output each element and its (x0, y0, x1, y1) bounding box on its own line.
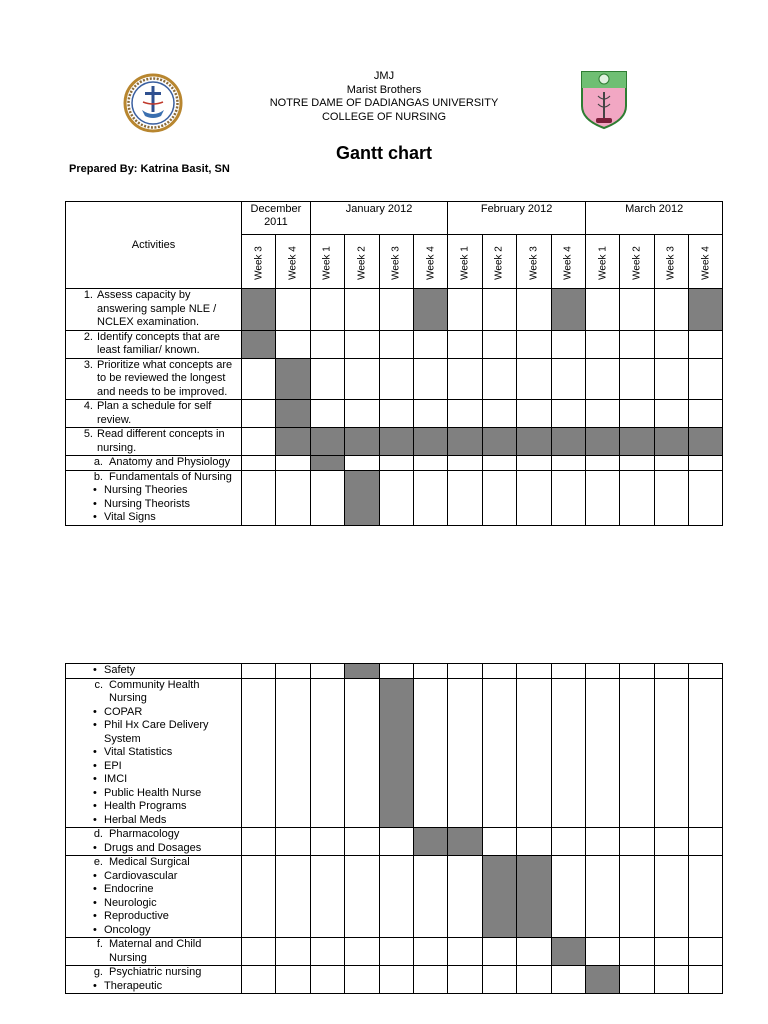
gantt-empty-cell (379, 289, 413, 331)
gantt-empty-cell (276, 470, 310, 525)
gantt-empty-cell (689, 456, 723, 471)
gantt-bar-cell (551, 938, 585, 966)
gantt-empty-cell (413, 470, 447, 525)
gantt-empty-cell (654, 456, 688, 471)
gantt-bar-cell (585, 966, 619, 994)
table-row (66, 938, 723, 966)
activity-label: Pharmacology (109, 828, 180, 840)
document-header (0, 70, 768, 124)
gantt-empty-cell (585, 938, 619, 966)
week-header: Week 3 (242, 235, 276, 289)
gantt-empty-cell (482, 828, 516, 856)
gantt-empty-cell (551, 678, 585, 828)
gantt-empty-cell (310, 966, 344, 994)
table-row (66, 664, 723, 679)
gantt-empty-cell (448, 330, 482, 358)
gantt-empty-cell (654, 856, 688, 938)
gantt-empty-cell (654, 330, 688, 358)
gantt-bar-cell (551, 289, 585, 331)
gantt-bar-cell (242, 289, 276, 331)
gantt-empty-cell (620, 856, 654, 938)
gantt-empty-cell (482, 400, 516, 428)
gantt-empty-cell (242, 470, 276, 525)
month-header: March 2012 (585, 202, 723, 235)
activity-bullet: • Vital Statistics (69, 746, 239, 760)
activity-bullet: • Nursing Theorists (69, 498, 239, 512)
gantt-empty-cell (551, 330, 585, 358)
gantt-table (65, 201, 723, 526)
activity-bullet: • Vital Signs (69, 511, 239, 525)
gantt-empty-cell (345, 330, 379, 358)
gantt-empty-cell (620, 358, 654, 400)
gantt-empty-cell (310, 330, 344, 358)
gantt-bar-cell (448, 428, 482, 456)
gantt-bar-cell (689, 289, 723, 331)
gantt-empty-cell (585, 358, 619, 400)
gantt-empty-cell (689, 938, 723, 966)
table-row (66, 428, 723, 456)
gantt-empty-cell (345, 289, 379, 331)
activity-cell: a. Anatomy and Physiology (66, 456, 242, 471)
activity-cell: 3. Prioritize what concepts are to be reviewed the longest and needs to be improved. (66, 358, 242, 400)
gantt-empty-cell (482, 938, 516, 966)
week-header: Week 1 (310, 235, 344, 289)
gantt-empty-cell (379, 400, 413, 428)
table-row (66, 966, 723, 994)
gantt-bar-cell (482, 428, 516, 456)
gantt-empty-cell (242, 828, 276, 856)
page-title: Gantt chart (335, 143, 432, 163)
gantt-empty-cell (345, 938, 379, 966)
gantt-bar-cell (379, 678, 413, 828)
gantt-empty-cell (448, 938, 482, 966)
gantt-empty-cell (551, 358, 585, 400)
gantt-empty-cell (689, 828, 723, 856)
gantt-empty-cell (654, 938, 688, 966)
activity-label: Anatomy and Physiology (109, 456, 231, 468)
gantt-empty-cell (448, 456, 482, 471)
gantt-empty-cell (689, 400, 723, 428)
gantt-empty-cell (276, 330, 310, 358)
gantt-empty-cell (310, 664, 344, 679)
gantt-empty-cell (620, 330, 654, 358)
gantt-empty-cell (585, 330, 619, 358)
activity-bullet: • COPAR (69, 706, 239, 720)
gantt-empty-cell (585, 828, 619, 856)
gantt-empty-cell (310, 856, 344, 938)
gantt-empty-cell (276, 938, 310, 966)
gantt-empty-cell (654, 470, 688, 525)
activity-bullet: • Therapeutic (69, 980, 239, 994)
activity-label: Maternal and Child Nursing (109, 938, 202, 964)
gantt-empty-cell (585, 664, 619, 679)
gantt-bar-cell (517, 428, 551, 456)
gantt-empty-cell (517, 289, 551, 331)
gantt-empty-cell (379, 456, 413, 471)
gantt-table-continued (65, 663, 723, 994)
activity-cell: d. Pharmacology • Drugs and Dosages (66, 828, 242, 856)
activity-cell: g. Psychiatric nursing • Therapeutic (66, 966, 242, 994)
gantt-empty-cell (310, 400, 344, 428)
gantt-empty-cell (517, 456, 551, 471)
header-line-university: NOTRE DAME OF DADIANGAS UNIVERSITY (269, 97, 499, 109)
week-header: Week 2 (482, 235, 516, 289)
gantt-empty-cell (689, 358, 723, 400)
week-header: Week 4 (551, 235, 585, 289)
gantt-empty-cell (689, 678, 723, 828)
gantt-empty-cell (276, 856, 310, 938)
activity-label: Read different concepts in nursing. (97, 428, 225, 454)
table-row (66, 470, 723, 525)
header-line-college: COLLEGE OF NURSING (321, 110, 447, 123)
activity-cell: e. Medical Surgical • Cardiovascular • Endocrine • Neurologic • Reproductive • Oncology (66, 856, 242, 938)
table-row (66, 400, 723, 428)
gantt-empty-cell (448, 664, 482, 679)
table-row (66, 456, 723, 471)
header-line-jmj: JMJ (373, 70, 395, 82)
activities-header: Activities (66, 202, 242, 289)
gantt-empty-cell (242, 428, 276, 456)
gantt-empty-cell (276, 966, 310, 994)
gantt-empty-cell (448, 470, 482, 525)
gantt-empty-cell (551, 856, 585, 938)
gantt-empty-cell (345, 456, 379, 471)
gantt-bar-cell (482, 856, 516, 938)
table-row (66, 289, 723, 331)
gantt-empty-cell (689, 330, 723, 358)
gantt-empty-cell (654, 358, 688, 400)
gantt-empty-cell (379, 828, 413, 856)
week-header: Week 3 (517, 235, 551, 289)
activity-label: Psychiatric nursing (109, 966, 202, 978)
gantt-empty-cell (620, 289, 654, 331)
activity-bullet: • Public Health Nurse (69, 787, 239, 801)
gantt-bar-cell (413, 828, 447, 856)
gantt-empty-cell (413, 456, 447, 471)
gantt-empty-cell (620, 678, 654, 828)
activity-bullet: • IMCI (69, 773, 239, 787)
activity-cell: 5. Read different concepts in nursing. (66, 428, 242, 456)
gantt-bar-cell (654, 428, 688, 456)
gantt-empty-cell (482, 289, 516, 331)
activity-cell: 1. Assess capacity by answering sample NLE / NCLEX examination. (66, 289, 242, 331)
gantt-empty-cell (276, 678, 310, 828)
gantt-empty-cell (585, 456, 619, 471)
gantt-empty-cell (482, 664, 516, 679)
gantt-empty-cell (620, 966, 654, 994)
gantt-empty-cell (345, 856, 379, 938)
gantt-empty-cell (345, 966, 379, 994)
gantt-empty-cell (242, 664, 276, 679)
table-row (66, 828, 723, 856)
activity-bullet: • Endocrine (69, 883, 239, 897)
gantt-empty-cell (689, 470, 723, 525)
gantt-bar-cell (310, 456, 344, 471)
activity-bullet: • EPI (69, 760, 239, 774)
week-header: Week 2 (620, 235, 654, 289)
gantt-empty-cell (413, 966, 447, 994)
gantt-bar-cell (551, 428, 585, 456)
activity-bullet: • Reproductive (69, 910, 239, 924)
activity-label: Plan a schedule for self review. (97, 400, 212, 426)
gantt-empty-cell (689, 856, 723, 938)
activity-cell: 4. Plan a schedule for self review. (66, 400, 242, 428)
gantt-empty-cell (379, 966, 413, 994)
gantt-empty-cell (413, 664, 447, 679)
gantt-empty-cell (413, 678, 447, 828)
gantt-bar-cell (345, 664, 379, 679)
gantt-empty-cell (482, 470, 516, 525)
gantt-empty-cell (448, 289, 482, 331)
gantt-empty-cell (517, 938, 551, 966)
gantt-empty-cell (276, 289, 310, 331)
gantt-empty-cell (448, 966, 482, 994)
gantt-empty-cell (413, 938, 447, 966)
activity-bullet: • Herbal Meds (69, 814, 239, 828)
activity-label: Assess capacity by answering sample NLE / NCLEX examination. (97, 289, 217, 328)
gantt-bar-cell (585, 428, 619, 456)
gantt-empty-cell (551, 664, 585, 679)
table-row (66, 856, 723, 938)
gantt-empty-cell (310, 289, 344, 331)
gantt-empty-cell (517, 966, 551, 994)
gantt-bar-cell (345, 470, 379, 525)
gantt-empty-cell (585, 856, 619, 938)
gantt-empty-cell (654, 289, 688, 331)
gantt-empty-cell (620, 400, 654, 428)
gantt-empty-cell (551, 456, 585, 471)
gantt-empty-cell (242, 938, 276, 966)
activity-cell: c. Community Health Nursing • COPAR • Phil Hx Care Delivery System • Vital Statistics • EPI • IMCI • Public Health Nurse • Health Programs • Herbal Meds (66, 678, 242, 828)
gantt-empty-cell (551, 470, 585, 525)
month-header: February 2012 (448, 202, 586, 235)
activity-label: Fundamentals of Nursing (109, 470, 232, 483)
gantt-empty-cell (413, 856, 447, 938)
gantt-empty-cell (276, 456, 310, 471)
week-header: Week 1 (585, 235, 619, 289)
gantt-empty-cell (482, 358, 516, 400)
gantt-empty-cell (620, 456, 654, 471)
gantt-empty-cell (379, 664, 413, 679)
activity-label: Prioritize what concepts are to be reviewed the longest and needs to be improved. (97, 358, 233, 398)
gantt-empty-cell (585, 289, 619, 331)
gantt-empty-cell (585, 678, 619, 828)
activity-cell: b. Fundamentals of Nursing • Nursing Theories • Nursing Theorists • Vital Signs (66, 470, 242, 525)
gantt-empty-cell (654, 678, 688, 828)
activity-cell: 2. Identify concepts that are least familiar/ known. (66, 330, 242, 358)
gantt-bar-cell (276, 428, 310, 456)
week-header: Week 3 (379, 235, 413, 289)
gantt-empty-cell (517, 678, 551, 828)
gantt-empty-cell (654, 400, 688, 428)
activity-bullet: • Phil Hx Care Delivery System (69, 719, 239, 746)
gantt-bar-cell (620, 428, 654, 456)
gantt-empty-cell (517, 470, 551, 525)
activity-bullet: • Neurologic (69, 897, 239, 911)
gantt-empty-cell (551, 966, 585, 994)
week-header: Week 4 (689, 235, 723, 289)
gantt-empty-cell (345, 358, 379, 400)
gantt-bar-cell (413, 289, 447, 331)
gantt-empty-cell (551, 828, 585, 856)
gantt-empty-cell (482, 330, 516, 358)
week-header: Week 1 (448, 235, 482, 289)
activity-bullet: • Oncology (69, 924, 239, 938)
gantt-empty-cell (448, 856, 482, 938)
gantt-empty-cell (379, 856, 413, 938)
gantt-empty-cell (517, 828, 551, 856)
gantt-empty-cell (345, 828, 379, 856)
activity-cell (66, 664, 242, 679)
gantt-empty-cell (517, 400, 551, 428)
gantt-empty-cell (448, 678, 482, 828)
gantt-empty-cell (345, 678, 379, 828)
gantt-empty-cell (654, 664, 688, 679)
gantt-bar-cell (242, 330, 276, 358)
university-seal-logo (123, 72, 183, 134)
header-line-marist: Marist Brothers (346, 83, 422, 96)
gantt-empty-cell (242, 456, 276, 471)
activity-label: Identify concepts that are least familiar/ known. (97, 330, 220, 356)
gantt-bar-cell (276, 358, 310, 400)
gantt-bar-cell (413, 428, 447, 456)
gantt-empty-cell (310, 828, 344, 856)
table-row (66, 330, 723, 358)
gantt-bar-cell (517, 856, 551, 938)
gantt-bar-cell (379, 428, 413, 456)
gantt-empty-cell (242, 400, 276, 428)
week-header: Week 4 (276, 235, 310, 289)
gantt-empty-cell (310, 678, 344, 828)
gantt-empty-cell (345, 400, 379, 428)
gantt-empty-cell (654, 828, 688, 856)
gantt-empty-cell (413, 358, 447, 400)
gantt-empty-cell (620, 470, 654, 525)
gantt-empty-cell (242, 966, 276, 994)
gantt-empty-cell (242, 358, 276, 400)
gantt-empty-cell (379, 470, 413, 525)
gantt-empty-cell (413, 400, 447, 428)
gantt-empty-cell (276, 664, 310, 679)
gantt-bar-cell (310, 428, 344, 456)
gantt-empty-cell (620, 828, 654, 856)
activity-bullet: • Health Programs (69, 800, 239, 814)
gantt-empty-cell (379, 330, 413, 358)
gantt-empty-cell (276, 828, 310, 856)
month-header: January 2012 (310, 202, 448, 235)
prepared-by-line: Prepared By: Katrina Basit, SN (69, 163, 230, 175)
gantt-empty-cell (242, 678, 276, 828)
gantt-empty-cell (310, 358, 344, 400)
college-of-nursing-logo (578, 68, 630, 130)
gantt-empty-cell (585, 400, 619, 428)
gantt-empty-cell (620, 938, 654, 966)
gantt-empty-cell (482, 678, 516, 828)
gantt-empty-cell (413, 330, 447, 358)
gantt-empty-cell (689, 664, 723, 679)
gantt-empty-cell (482, 456, 516, 471)
gantt-empty-cell (689, 966, 723, 994)
gantt-empty-cell (551, 400, 585, 428)
gantt-bar-cell (345, 428, 379, 456)
gantt-empty-cell (517, 330, 551, 358)
activity-label: Community Health Nursing (109, 678, 200, 704)
gantt-empty-cell (517, 664, 551, 679)
week-header: Week 4 (413, 235, 447, 289)
table-row (66, 358, 723, 400)
activity-label: Medical Surgical (109, 856, 190, 868)
gantt-empty-cell (379, 938, 413, 966)
gantt-empty-cell (448, 400, 482, 428)
activity-bullet: • Cardiovascular (69, 870, 239, 884)
gantt-bar-cell (276, 400, 310, 428)
gantt-empty-cell (620, 664, 654, 679)
gantt-empty-cell (585, 470, 619, 525)
gantt-empty-cell (448, 358, 482, 400)
month-header: December 2011 (242, 202, 311, 235)
week-header: Week 2 (345, 235, 379, 289)
gantt-empty-cell (482, 966, 516, 994)
activity-bullet: • Nursing Theories (69, 484, 239, 498)
gantt-bar-cell (689, 428, 723, 456)
gantt-bar-cell (448, 828, 482, 856)
activity-cell: f. Maternal and Child Nursing (66, 938, 242, 966)
gantt-empty-cell (654, 966, 688, 994)
gantt-empty-cell (310, 938, 344, 966)
gantt-empty-cell (379, 358, 413, 400)
gantt-empty-cell (517, 358, 551, 400)
gantt-empty-cell (242, 856, 276, 938)
week-header: Week 3 (654, 235, 688, 289)
gantt-empty-cell (310, 470, 344, 525)
table-row (66, 678, 723, 828)
activity-bullet: • Drugs and Dosages (69, 842, 239, 856)
activity-bullet: • Safety (69, 664, 239, 678)
